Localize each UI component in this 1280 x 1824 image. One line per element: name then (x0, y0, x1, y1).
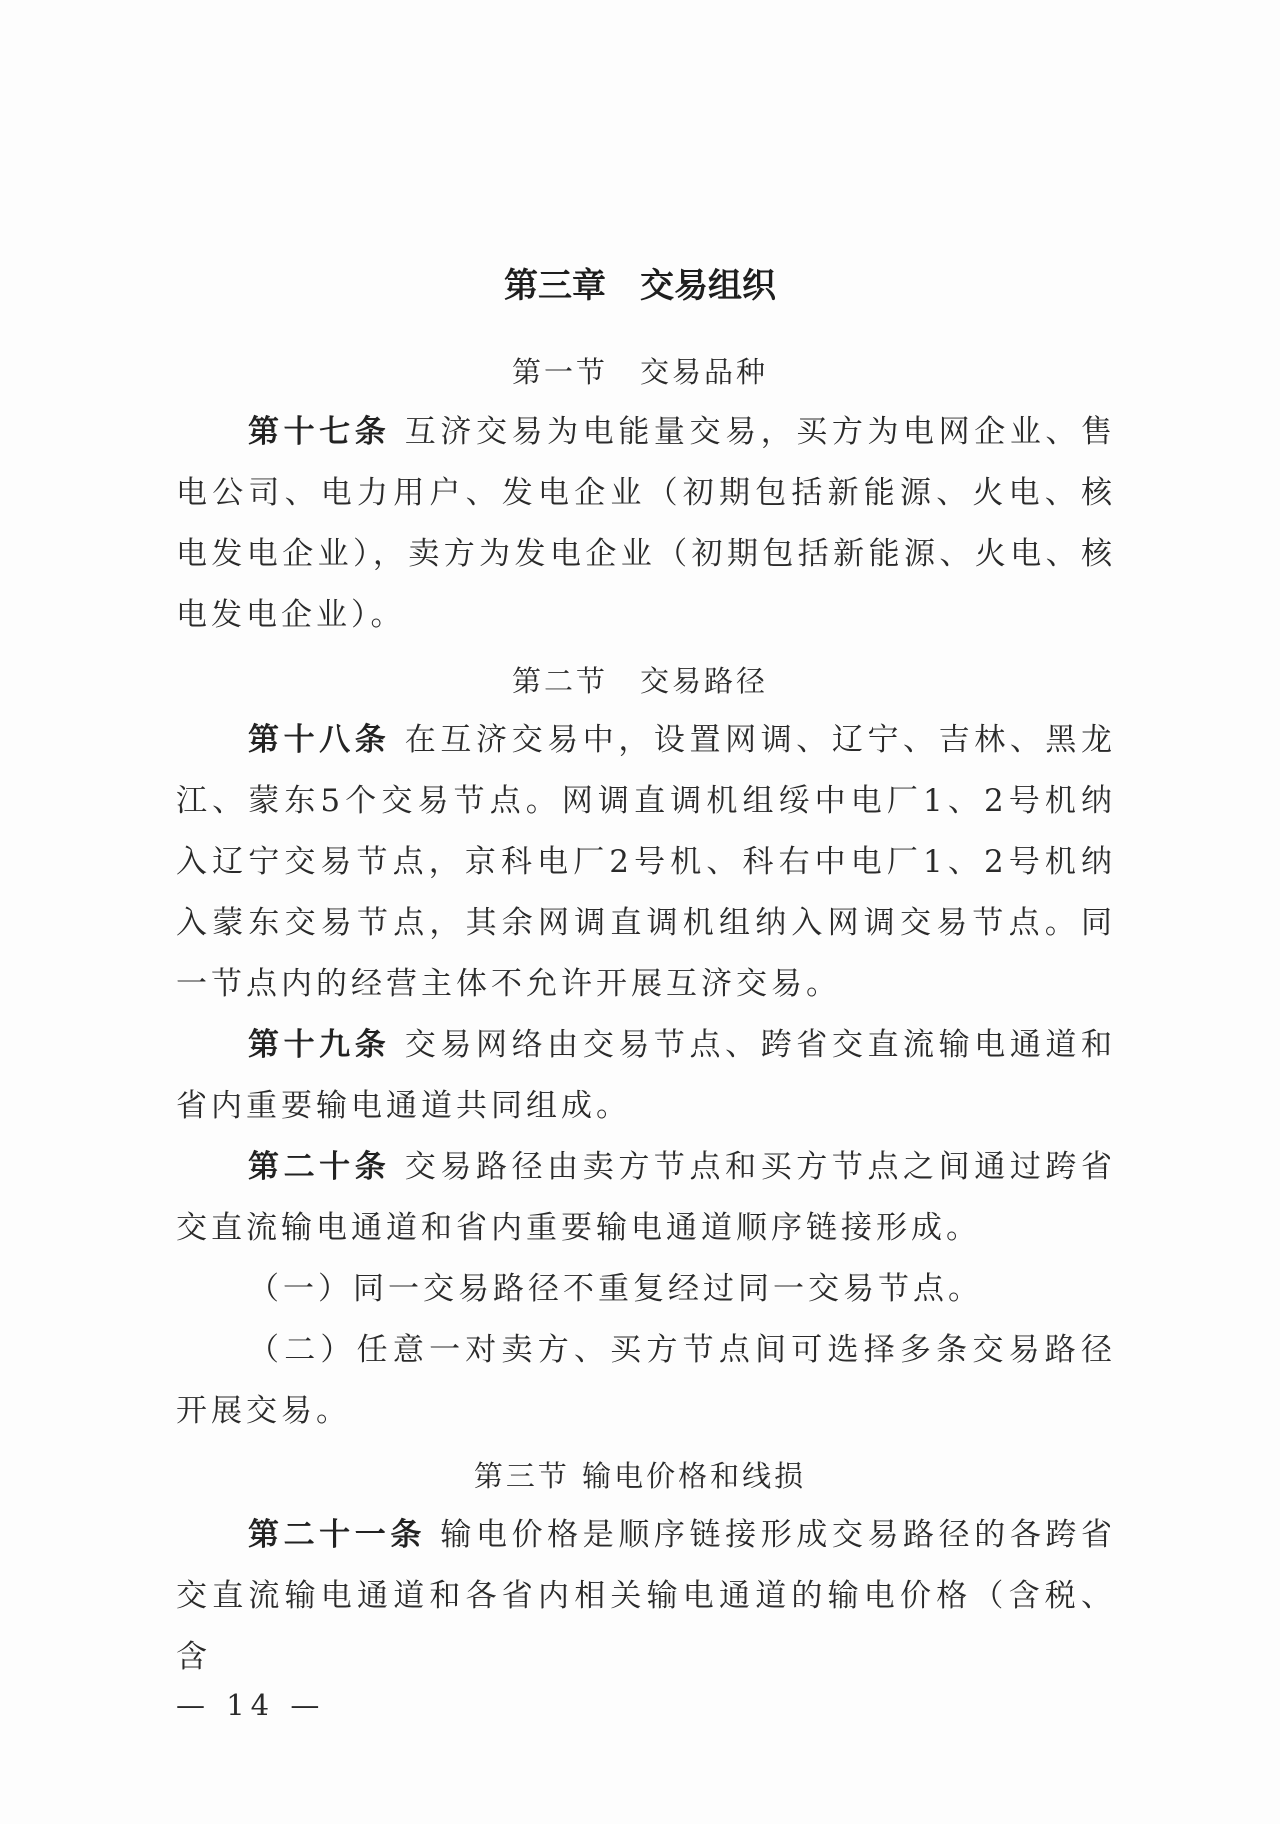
article-number: 第十七条 (248, 414, 391, 450)
clause-2 (176, 1320, 1116, 1442)
article-text: 在互济交易中，设置网调、辽宁、吉林、黑龙江、蒙东5个交易节点。网调直调机组绥中电厂1、2号机纳入辽宁交易节点，京科电厂2号机、科右中电厂1、2号机纳入蒙东交易节点，其余网调直调机组纳入网调交易节点。同一节点内的经营主体不允许开展互济交易。 (176, 722, 1116, 1002)
article-20 (176, 1137, 1116, 1259)
article-number: 第十九条 (248, 1027, 391, 1063)
article-21 (176, 1505, 1116, 1688)
clause-1 (176, 1259, 1116, 1320)
chapter-title: 第三章 交易组织 (504, 266, 776, 306)
article-number: 第二十条 (248, 1149, 391, 1185)
clause-text: （二）任意一对卖方、买方节点间可选择多条交易路径开展交易。 (176, 1332, 1116, 1429)
article-number: 第二十一条 (248, 1517, 426, 1553)
section-title-2: 第二节 交易路径 (511, 664, 768, 698)
clause-text: （一）同一交易路径不重复经过同一交易节点。 (248, 1271, 983, 1307)
page-number: — 14 — (176, 1688, 326, 1722)
article-text: 互济交易为电能量交易，买方为电网企业、售电公司、电力用户、发电企业（初期包括新能源、火电、核电发电企业），卖方为发电企业（初期包括新能源、火电、核电发电企业）。 (176, 414, 1116, 633)
article-text: 交易路径由卖方节点和买方节点之间通过跨省交直流输电通道和省内重要输电通道顺序链接形成。 (176, 1149, 1116, 1246)
article-18 (176, 710, 1116, 1015)
article-19 (176, 1015, 1116, 1137)
article-text: 输电价格是顺序链接形成交易路径的各跨省交直流输电通道和各省内相关输电通道的输电价格（含税、含 (176, 1517, 1116, 1675)
section-title-3: 第三节 输电价格和线损 (473, 1459, 807, 1493)
section-title-1: 第一节 交易品种 (511, 355, 768, 389)
article-17 (176, 402, 1116, 646)
article-number: 第十八条 (248, 722, 391, 758)
article-text: 交易网络由交易节点、跨省交直流输电通道和省内重要输电通道共同组成。 (176, 1027, 1116, 1124)
